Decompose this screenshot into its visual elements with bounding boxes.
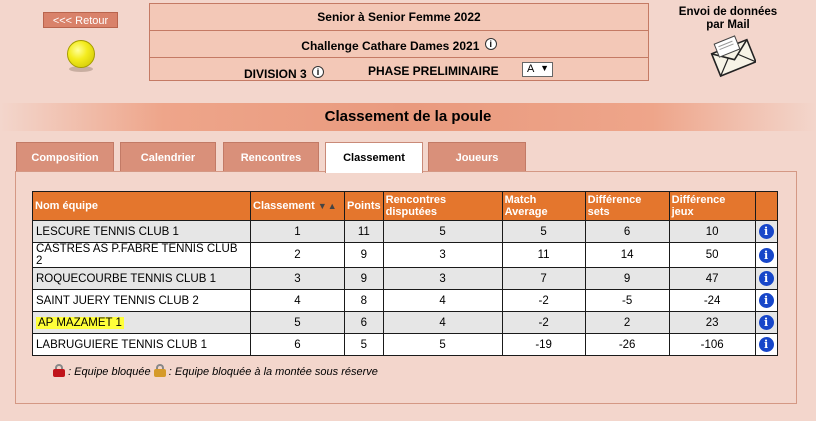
team-games-diff: 50	[669, 243, 755, 268]
phase-select-value: A	[527, 63, 535, 75]
team-matches: 4	[383, 290, 502, 312]
team-rank: 5	[251, 312, 345, 334]
col-header-matches	[383, 192, 502, 221]
table-row	[33, 334, 778, 356]
team-rank: 1	[251, 221, 345, 243]
team-points: 6	[345, 312, 384, 334]
team-sets-diff: -26	[585, 334, 669, 356]
back-button[interactable]: <<< Retour	[43, 12, 118, 28]
competition-header	[149, 3, 649, 81]
team-matches: 3	[383, 243, 502, 268]
col-header-sets-l2: sets	[587, 206, 610, 218]
team-rank: 2	[251, 243, 345, 268]
team-matches: 4	[383, 312, 502, 334]
tab-calendrier[interactable]: Calendrier	[120, 142, 216, 172]
col-header-rank-label: Classement	[253, 200, 315, 212]
tab-composition[interactable]: Composition	[16, 142, 114, 172]
team-sets-diff: 14	[585, 243, 669, 268]
team-sets-diff: -5	[585, 290, 669, 312]
division-row	[150, 58, 648, 82]
sort-arrows-icon[interactable]: ▼▲	[317, 201, 338, 211]
division-label: DIVISION 3	[244, 67, 307, 81]
red-lock-icon	[53, 364, 65, 377]
team-average: 5	[502, 221, 585, 243]
team-rank: 6	[251, 334, 345, 356]
col-header-games-l2: jeux	[671, 206, 694, 218]
team-sets-diff: 2	[585, 312, 669, 334]
team-games-diff: -106	[669, 334, 755, 356]
phase-label: PHASE PRELIMINAIRE	[368, 64, 499, 78]
team-name-cell	[33, 312, 251, 334]
team-matches: 5	[383, 334, 502, 356]
mail-send-label	[668, 6, 788, 32]
team-games-diff: 23	[669, 312, 755, 334]
team-sets-diff: 6	[585, 221, 669, 243]
team-average: -2	[502, 290, 585, 312]
gold-lock-icon	[154, 364, 166, 377]
challenge-info-icon[interactable]: i	[485, 38, 497, 50]
team-name-highlighted: AP MAZAMET 1	[38, 316, 122, 329]
chevron-down-icon: ▼	[540, 63, 549, 73]
mail-send-line1: Envoi de données	[678, 6, 778, 18]
col-header-average-l1: Match	[504, 194, 537, 206]
team-info-icon[interactable]: i	[759, 315, 774, 330]
challenge-row	[150, 31, 648, 58]
col-header-points: Points	[345, 192, 384, 221]
mail-envelope-icon[interactable]	[710, 34, 756, 78]
division-info-icon[interactable]: i	[312, 66, 324, 78]
team-info-icon[interactable]: i	[759, 293, 774, 308]
team-games-diff: -24	[669, 290, 755, 312]
team-games-diff: 47	[669, 268, 755, 290]
col-header-info	[755, 192, 777, 221]
col-header-rank[interactable]	[251, 192, 345, 221]
table-row	[33, 290, 778, 312]
division-label-group	[244, 66, 324, 81]
col-header-sets-l1: Différence	[587, 194, 642, 206]
col-header-sets	[585, 192, 669, 221]
team-matches: 5	[383, 221, 502, 243]
team-points: 11	[345, 221, 384, 243]
table-row	[33, 243, 778, 268]
col-header-games-l1: Différence	[671, 194, 726, 206]
col-header-team: Nom équipe	[33, 192, 251, 221]
legend-blocked-conditional-text: : Equipe bloquée à la montée sous réserve	[168, 366, 378, 378]
team-games-diff: 10	[669, 221, 755, 243]
col-header-average-l2: Average	[504, 206, 548, 218]
mail-send-line2: par Mail	[706, 19, 750, 31]
team-points: 9	[345, 268, 384, 290]
col-header-average	[502, 192, 585, 221]
team-sets-diff: 9	[585, 268, 669, 290]
team-name: LESCURE TENNIS CLUB 1	[33, 221, 251, 243]
team-name: ROQUECOURBE TENNIS CLUB 1	[33, 268, 251, 290]
tab-classement[interactable]: Classement	[325, 142, 423, 173]
team-name: LABRUGUIERE TENNIS CLUB 1	[33, 334, 251, 356]
table-row	[33, 268, 778, 290]
ranking-table	[32, 191, 778, 356]
tennis-ball-icon	[67, 40, 95, 68]
page-title: Classement de la poule	[0, 103, 816, 131]
tab-joueurs[interactable]: Joueurs	[428, 142, 526, 172]
table-header-row	[33, 192, 778, 221]
team-average: 11	[502, 243, 585, 268]
legend-blocked-text: : Equipe bloquée	[68, 366, 151, 378]
team-info-icon[interactable]: i	[759, 271, 774, 286]
lock-legend	[53, 364, 378, 378]
team-rank: 3	[251, 268, 345, 290]
team-points: 8	[345, 290, 384, 312]
phase-select[interactable]	[522, 62, 553, 77]
team-info-icon[interactable]: i	[759, 337, 774, 352]
table-row-highlighted	[33, 312, 778, 334]
col-header-matches-l1: Rencontres	[385, 194, 447, 206]
col-header-matches-l2: disputées	[385, 206, 437, 218]
team-average: -19	[502, 334, 585, 356]
team-points: 5	[345, 334, 384, 356]
team-matches: 3	[383, 268, 502, 290]
team-info-icon[interactable]: i	[759, 248, 774, 263]
team-name: SAINT JUERY TENNIS CLUB 2	[33, 290, 251, 312]
challenge-title: Challenge Cathare Dames 2021	[301, 39, 480, 53]
team-average: -2	[502, 312, 585, 334]
team-points: 9	[345, 243, 384, 268]
category-title: Senior à Senior Femme 2022	[150, 4, 648, 31]
table-row	[33, 221, 778, 243]
tab-rencontres[interactable]: Rencontres	[223, 142, 319, 172]
team-info-icon[interactable]: i	[759, 224, 774, 239]
team-name: CASTRES AS P.FABRE TENNIS CLUB 2	[33, 243, 251, 268]
team-rank: 4	[251, 290, 345, 312]
team-average: 7	[502, 268, 585, 290]
col-header-games	[669, 192, 755, 221]
